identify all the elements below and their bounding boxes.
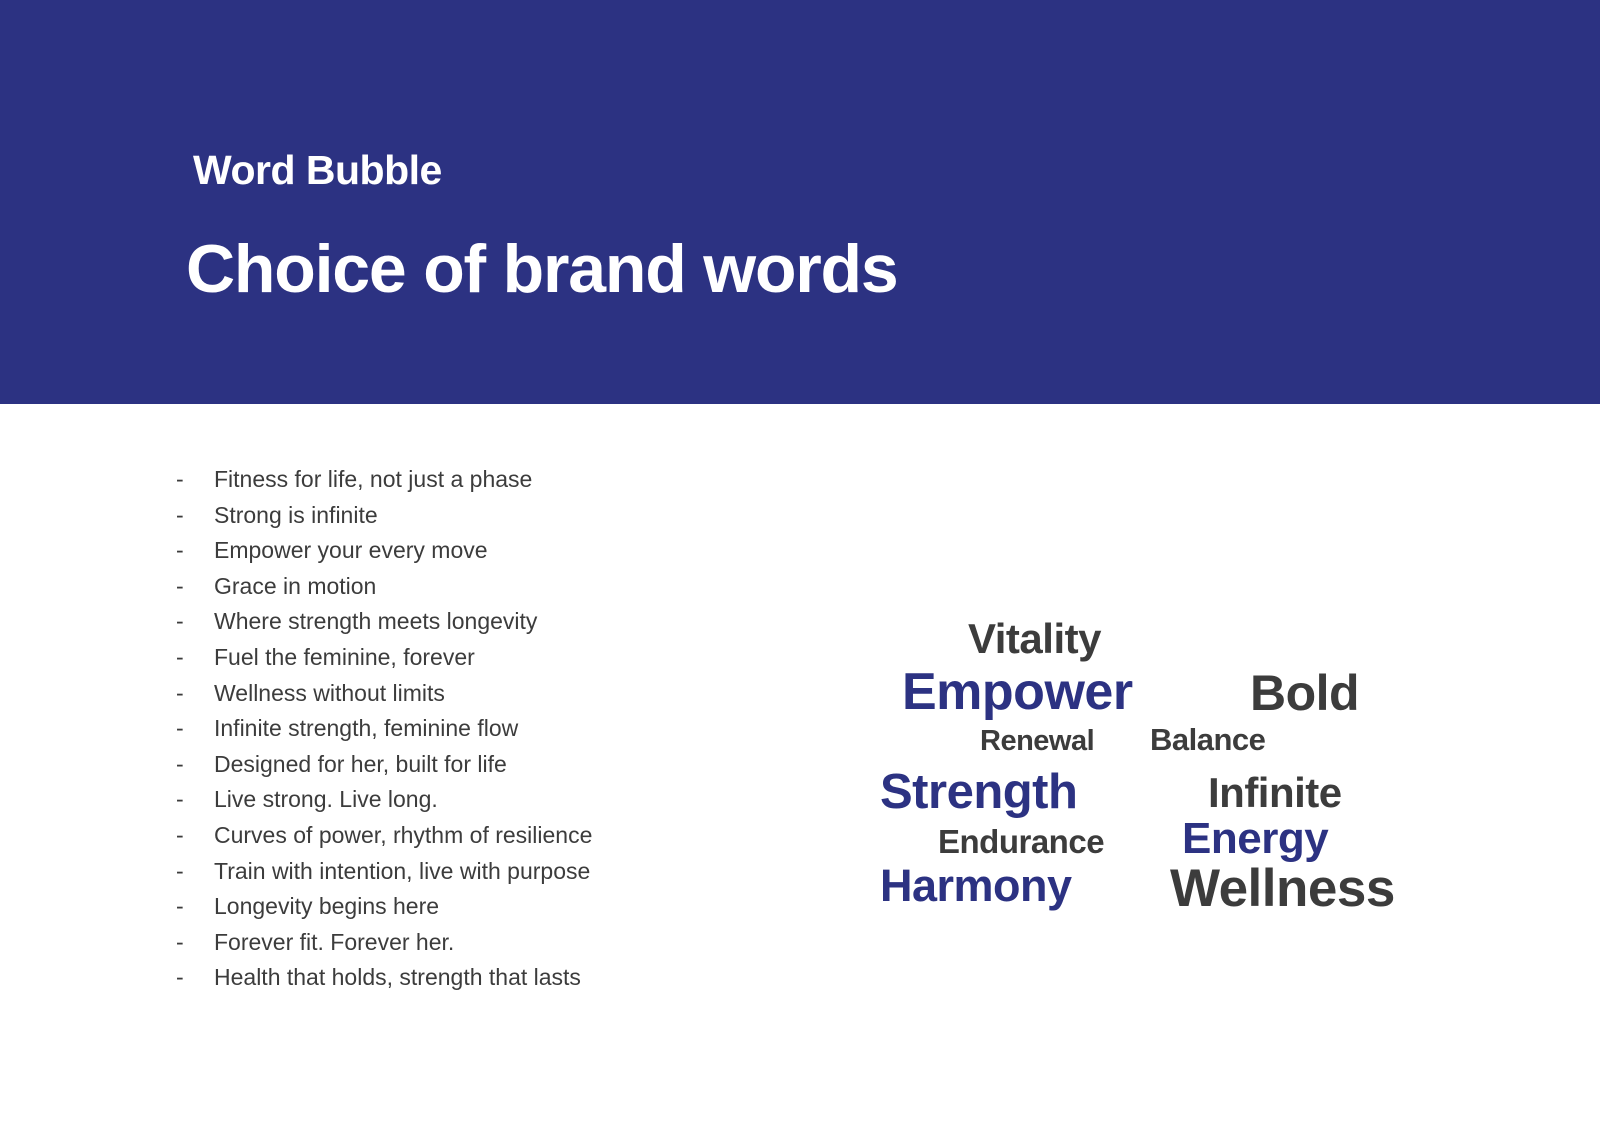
list-bullet: -: [176, 572, 184, 599]
list-bullet: -: [176, 608, 184, 635]
list-item-label: Strong is infinite: [214, 501, 378, 528]
word-cloud-word: Renewal: [980, 725, 1095, 757]
word-cloud-word: Vitality: [968, 615, 1101, 662]
list-bullet: -: [176, 679, 184, 706]
list-bullet: -: [176, 964, 184, 991]
list-bullet: -: [176, 643, 184, 670]
list-item: [176, 925, 816, 961]
list-item: [176, 533, 816, 569]
list-item-label: Grace in motion: [214, 572, 377, 599]
page-title: Choice of brand words: [186, 231, 898, 307]
list-item: [176, 462, 816, 498]
list-item-label: Health that holds, strength that lasts: [214, 964, 581, 991]
list-bullet: -: [176, 893, 184, 920]
list-item: [176, 640, 816, 676]
list-bullet: -: [176, 857, 184, 884]
list-bullet: -: [176, 501, 184, 528]
list-item: [176, 960, 816, 996]
word-cloud-word: Empower: [902, 663, 1133, 721]
list-item: [176, 889, 816, 925]
list-item: [176, 498, 816, 534]
list-item-label: Fitness for life, not just a phase: [214, 466, 533, 492]
list-item-label: Longevity begins here: [214, 893, 440, 920]
slide-eyebrow: Word Bubble: [193, 147, 442, 193]
list-item-label: Fuel the feminine, forever: [214, 643, 475, 670]
list-item-label: Empower your every move: [214, 537, 488, 564]
word-cloud: [860, 600, 1480, 930]
list-bullet: -: [176, 537, 184, 564]
list-bullet: -: [176, 466, 184, 492]
word-cloud-word: Balance: [1150, 722, 1266, 757]
list-bullet: -: [176, 786, 184, 813]
list-bullet: -: [176, 750, 184, 777]
list-item: [176, 818, 816, 854]
list-item: [176, 676, 816, 712]
list-item-label: Infinite strength, feminine flow: [214, 715, 519, 742]
header-band: [0, 0, 1600, 404]
list-item-label: Live strong. Live long.: [214, 786, 438, 813]
list-item-label: Wellness without limits: [214, 679, 445, 706]
list-bullet: -: [176, 928, 184, 955]
word-cloud-word: Strength: [880, 765, 1078, 819]
list-item: [176, 854, 816, 890]
list-item: [176, 711, 816, 747]
word-cloud-word: Bold: [1250, 665, 1360, 721]
word-cloud-word: Harmony: [880, 860, 1072, 911]
list-item: [176, 782, 816, 818]
word-cloud-word: Endurance: [938, 823, 1105, 860]
list-item-label: Curves of power, rhythm of resilience: [214, 821, 593, 848]
list-item: [176, 747, 816, 783]
list-item-label: Where strength meets longevity: [214, 608, 538, 635]
word-cloud-word: Energy: [1182, 814, 1329, 863]
brand-phrase-list: [176, 462, 816, 996]
list-item-label: Train with intention, live with purpose: [214, 857, 591, 884]
list-item-label: Designed for her, built for life: [214, 750, 507, 777]
word-cloud-word: Infinite: [1208, 769, 1342, 816]
list-bullet: -: [176, 821, 184, 848]
list-bullet: -: [176, 715, 184, 742]
list-item: [176, 604, 816, 640]
word-cloud-word: Wellness: [1170, 859, 1395, 918]
list-item: [176, 569, 816, 605]
list-item-label: Forever fit. Forever her.: [214, 928, 455, 955]
